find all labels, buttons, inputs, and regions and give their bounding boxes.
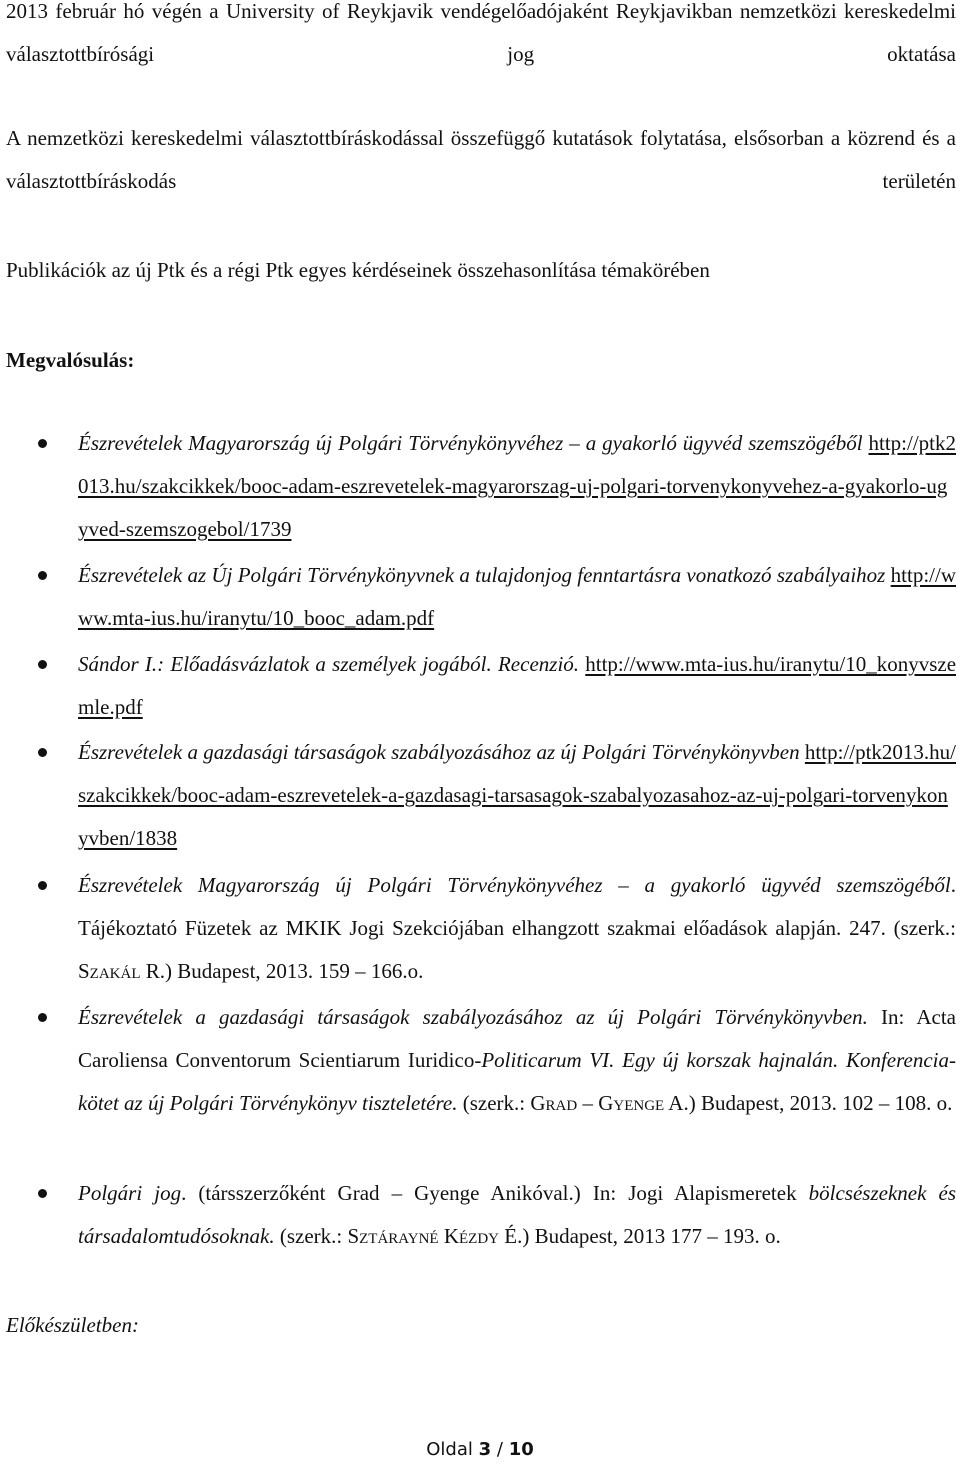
publication-title: Polgári jog <box>78 1181 182 1205</box>
paragraph-publications: Publikációk az új Ptk és a régi Ptk egyes kérdéseinek összehasonlítása témakörében <box>6 258 710 282</box>
publication-editor: Grad – Gyenge A. <box>530 1091 689 1115</box>
page-total: 10 <box>508 1439 534 1460</box>
publication-in: In: Acta Caroliensa Conventorum Scientiarum Iuridico- <box>78 1005 956 1072</box>
publication-list <box>0 422 960 1347</box>
publication-editor-prefix: (szerk.: <box>274 1224 348 1248</box>
publication-editor: Sztárayné Kézdy É. <box>347 1224 523 1248</box>
paragraph-reykjavik: 2013 február hó végén a University of Reykjavik vendégelőadójaként Reykjavikban nemzetközi kereskedelmi választottbírósági jog oktatása <box>6 0 956 66</box>
publication-link[interactable]: http://ptk2013.hu/szakcikkek/booc-adam-eszrevetelek-magyarorszag-uj-polgari-torvenykonyvehez-a-gyakorlo-ugyved-szemszogebol/1739 <box>78 431 957 541</box>
bullet-icon <box>38 748 47 757</box>
publication-title: Észrevételek Magyarország új Polgári Törvénykönyvéhez – a gyakorló ügyvéd szemszögéből <box>78 431 863 455</box>
publication-volume: Politicarum VI. Egy új korszak hajnalán. Konferencia-kötet az új Polgári Törvénykönyv tiszteletére. <box>78 1048 956 1115</box>
publication-tail: ) Budapest, 2013. 159 – 166.o. <box>165 959 424 983</box>
list-item <box>0 1172 956 1304</box>
publication-type: Recenzió. <box>497 652 580 676</box>
publication-editor: Szakál R. <box>78 959 166 983</box>
publication-details: . (társszerzőként Grad – Gyenge Anikóval.) In: Jogi Alapismeretek <box>181 1181 809 1205</box>
heading-realization: Megvalósulás: <box>6 348 135 372</box>
publication-title: Észrevételek Magyarország új Polgári Törvénykönyvéhez – a gyakorló ügyvéd szemszögéből <box>78 873 951 897</box>
list-item <box>0 996 956 1172</box>
list-item <box>0 731 956 864</box>
bullet-icon <box>38 571 47 580</box>
publication-link[interactable]: http://www.mta-ius.hu/iranytu/10_booc_adam.pdf <box>78 563 956 630</box>
bullet-icon <box>38 439 47 448</box>
publication-editor-prefix: (szerk.: <box>457 1091 531 1115</box>
page-separator: / <box>496 1439 503 1460</box>
bullet-icon <box>38 660 47 669</box>
list-item <box>0 554 956 643</box>
publication-tail: ) Budapest, 2013. 102 – 108. o. <box>688 1091 953 1115</box>
page-current: 3 <box>478 1439 492 1460</box>
bullet-icon <box>38 1013 47 1022</box>
list-item <box>0 422 956 554</box>
publication-author: Sándor I. <box>78 652 158 676</box>
publication-link[interactable]: http://ptk2013.hu/szakcikkek/booc-adam-eszrevetelek-a-gazdasagi-tarsasagok-szabalyozasahoz-az-uj-polgari-torvenykonyvben/1838 <box>78 740 956 850</box>
page-label: Oldal <box>426 1439 473 1460</box>
list-item <box>0 864 956 996</box>
publication-title: Észrevételek a gazdasági társaságok szabályozásához az új Polgári Törvénykönyvben. <box>78 1005 868 1029</box>
publication-title: Észrevételek a gazdasági társaságok szabályozásához az új Polgári Törvénykönyvben <box>78 740 800 764</box>
publication-title: : Előadásvázlatok a személyek jogából. <box>157 652 492 676</box>
publication-book: bölcsészeknek és társadalomtudósoknak. <box>78 1181 956 1248</box>
bullet-icon <box>38 1189 47 1198</box>
publication-tail: ) Budapest, 2013 177 – 193. o. <box>522 1224 781 1248</box>
publication-title: Észrevételek az Új Polgári Törvénykönyvnek a tulajdonjog fenntartásra vonatkozó szabályaihoz <box>78 563 886 587</box>
paragraph-research: A nemzetközi kereskedelmi választottbíráskodással összefüggő kutatások folytatása, elsősorban a közrend és a választottbíráskodás területén <box>6 126 956 193</box>
publication-link[interactable]: http://www.mta-ius.hu/iranytu/10_konyvszemle.pdf <box>78 652 957 719</box>
heading-preparing: Előkészületben: <box>6 1313 139 1337</box>
publication-details: . Tájékoztató Füzetek az MKIK Jogi Szekciójában elhangzott szakmai előadások alapján. 247. (szerk.: <box>78 873 956 940</box>
bullet-icon <box>38 881 47 890</box>
page-footer <box>0 1438 960 1462</box>
list-item <box>0 643 956 731</box>
